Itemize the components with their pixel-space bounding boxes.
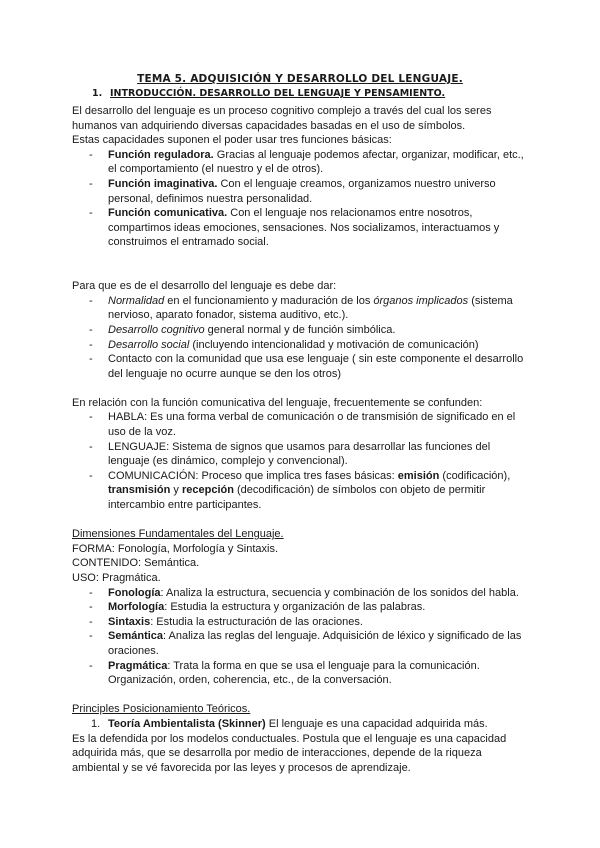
dimension-desc: : Trata la forma en que se usa el lenguaje para la comunicación. Organización, orden, coherencia, etc., de la conversación. [108, 659, 480, 687]
document-title: TEMA 5. ADQUISICIÓN Y DESARROLLO DEL LENGUAJE. [137, 73, 463, 85]
intro-paragraph: El desarrollo del lenguaje es un proceso cognitivo complejo a través del cual los seres humanos van adquiriendo diversas capacidades basadas en el uso de símbolos. [72, 105, 492, 132]
dimension-uso: USO: Pragmática. [72, 572, 161, 584]
list-item [108, 615, 532, 630]
dimension-desc: : Estudia la estructuración de las oraciones. [150, 615, 363, 628]
dimensions-heading: Dimensiones Fundamentales del Lenguaje. [72, 528, 284, 541]
requirements-lead: Para que es de el desarrollo del lenguaje es debe dar: [72, 280, 337, 293]
dimension-desc: : Analiza la estructura, secuencia y combinación de los sonidos del habla. [160, 586, 519, 599]
req-text: Contacto con la comunidad que usa ese lenguaje ( sin este componente el desarrollo del lenguaje no ocurre aunque se den los otros) [108, 353, 524, 380]
function-term: Función comunicativa. [108, 207, 228, 220]
list-item [108, 148, 532, 177]
dimension-desc: : Estudia la estructura y organización de las palabras. [164, 601, 426, 614]
list-item [108, 469, 532, 513]
com-text: y [170, 484, 182, 497]
list-item [108, 294, 532, 323]
confusion-lead: En relación con la función comunicativa del lenguaje, frecuentemente se confunden: [72, 396, 483, 409]
list-item [108, 177, 532, 206]
req-text: (incluyendo intencionalidad y motivación de comunicación) [189, 338, 479, 351]
req-term: Normalidad [108, 294, 165, 307]
req-text: general normal y de función simbólica. [204, 323, 396, 336]
list-item [108, 600, 532, 615]
req-text: (sistema nervioso, aparato fonador, sistema auditivo, etc.). [108, 294, 513, 322]
com-term: recepción [181, 484, 234, 497]
intro-lead: Estas capacidades suponen el poder usar tres funciones básicas: [72, 134, 392, 147]
list-item: - HABLA: Es una forma verbal de comunicación o de transmisión de significado en el uso de la voz. [108, 410, 532, 439]
theory-paragraph: Es la defendida por los modelos conductuales. Postula que el lenguaje es una capacidad adquirida más, que se desarrolla por medio de interacciones, depende de la riqueza ambiental y se vé favorecida por las leyes y procesos de aprendizaje. [72, 732, 507, 774]
dimension-desc: : Analiza las reglas del lenguaje. Adquisición de léxico y significado de las oraciones. [108, 630, 522, 657]
list-item [108, 659, 532, 688]
req-term: Desarrollo social [108, 338, 190, 351]
dimension-forma: FORMA: Fonología, Morfología y Sintaxis. [72, 542, 279, 555]
list-item [108, 352, 532, 381]
functions-list [72, 148, 532, 250]
dimension-term: Morfología [108, 601, 165, 614]
list-item [91, 717, 532, 732]
com-term: transmisión [108, 484, 171, 497]
list-item [108, 586, 532, 601]
document-body [72, 104, 532, 775]
list-item: - LENGUAJE: Sistema de signos que usamos para desarrollar las funciones del lenguaje (es dinámico, complejo y convencional). [108, 440, 532, 469]
theory-desc: El lenguaje es una capacidad adquirida más. [265, 717, 488, 730]
dimension-term: Semántica [108, 630, 164, 643]
theories-list [72, 717, 532, 732]
com-text: COMUNICACIÓN: Proceso que implica tres fases básicas: [108, 469, 398, 482]
req-term: Desarrollo cognitivo [108, 323, 205, 336]
theory-term: Teoría Ambientalista (Skinner) [108, 717, 266, 730]
function-desc: Con el lenguaje creamos, organizamos nuestro universo personal, definimos nuestra personalidad. [108, 177, 496, 205]
list-item [108, 629, 532, 658]
com-term: emisión [397, 469, 440, 482]
function-desc: Gracias al lenguaje podemos afectar, organizar, modificar, etc., el comportamiento (el nuestro y el de otros). [108, 148, 524, 176]
theory-number: 1. [91, 717, 101, 730]
list-item [108, 323, 532, 338]
com-text: (decodificación) de símbolos con objeto de permitir intercambio entre participantes. [108, 484, 486, 512]
req-text: en el funcionamiento y maduración de los [164, 294, 374, 307]
req-term: órganos implicados [373, 294, 469, 307]
dimension-term: Pragmática [108, 659, 168, 672]
dimension-contenido: CONTENIDO: Semántica. [72, 557, 200, 570]
list-item [108, 206, 532, 250]
dimension-term: Fonología [108, 586, 161, 599]
subtitle-number: 1. [92, 88, 103, 99]
confusion-list [72, 410, 532, 512]
subtitle-text: INTRODUCCIÓN. DESARROLLO DEL LENGUAJE Y PENSAMIENTO. [110, 88, 446, 99]
com-text: (codificación), [439, 469, 511, 482]
dimension-term: Sintaxis [108, 615, 151, 628]
requirements-list [72, 294, 532, 382]
function-desc: Con el lenguaje nos relacionamos entre nosotros, compartimos ideas emociones, sensaciones. Nos socializamos, interactuamos y construimos el entramado social. [108, 207, 500, 249]
section-subtitle [92, 88, 445, 99]
function-term: Función imaginativa. [108, 177, 218, 190]
theories-heading: Principles Posicionamiento Teóricos. [72, 703, 251, 716]
list-item [108, 338, 532, 353]
function-term: Función reguladora. [108, 148, 214, 161]
dimensions-list [72, 586, 532, 688]
